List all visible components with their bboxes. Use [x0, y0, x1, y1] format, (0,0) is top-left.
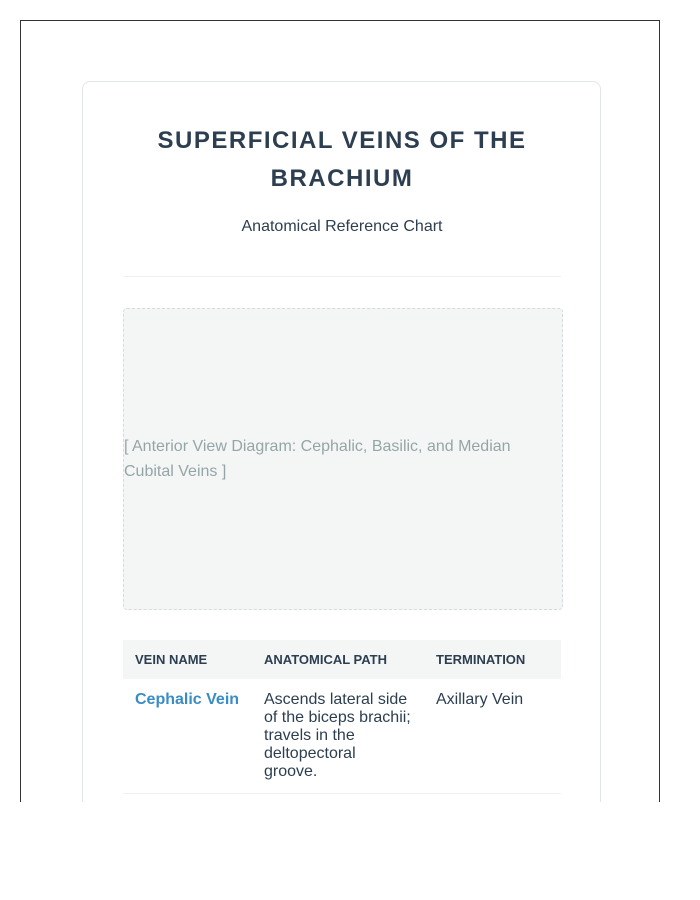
table-header-row: [123, 640, 561, 679]
column-header-anatomical-path: ANATOMICAL PATH: [264, 652, 388, 667]
diagram-placeholder: [123, 308, 563, 610]
column-header-termination: TERMINATION: [436, 652, 526, 667]
vein-name-cell: Cephalic Vein: [123, 679, 252, 794]
page-subtitle: Anatomical Reference Chart: [241, 218, 443, 235]
page-frame: [20, 20, 660, 802]
veins-table: [123, 640, 561, 794]
column-header-vein-name: VEIN NAME: [135, 652, 208, 667]
termination-cell: Axillary Vein: [424, 679, 561, 794]
anatomical-path-cell: Ascends lateral side of the biceps brachii; travels in the deltopectoral groove.: [252, 679, 424, 794]
header-divider: [123, 276, 561, 277]
table-row: [123, 679, 561, 794]
reference-card: [82, 81, 601, 802]
page-title: SUPERFICIAL VEINS OF THE BRACHIUM: [157, 127, 527, 192]
diagram-caption: [ Anterior View Diagram: Cephalic, Basilic, and Median Cubital Veins ]: [124, 438, 511, 480]
